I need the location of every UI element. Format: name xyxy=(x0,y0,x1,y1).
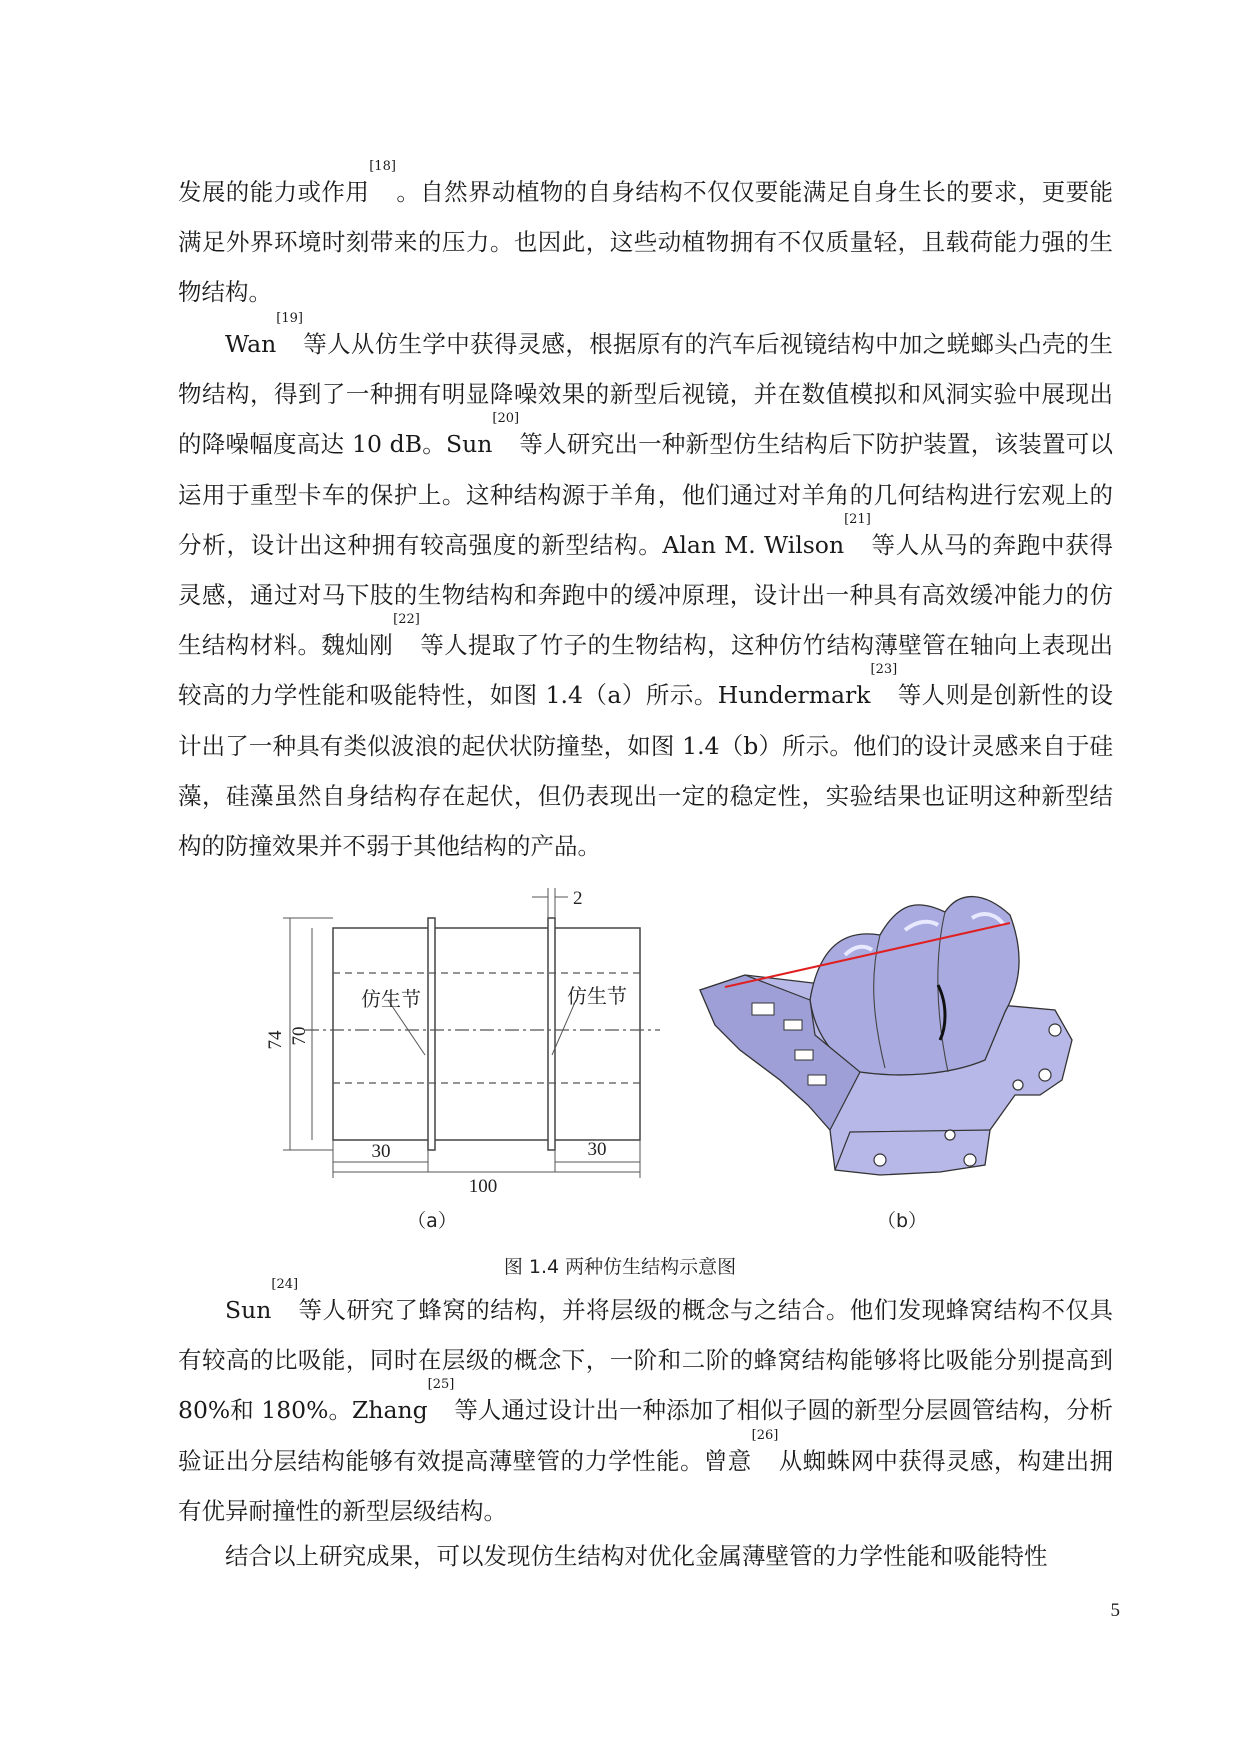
subfigure-label-a: （a） xyxy=(407,1210,457,1232)
citation-ref[interactable]: [25] xyxy=(427,1377,455,1393)
figure-caption: 图 1.4 两种仿生结构示意图 xyxy=(503,1256,737,1278)
citation-ref[interactable]: [22] xyxy=(393,612,420,628)
crash-cushion-render xyxy=(700,897,1072,1175)
citation-ref[interactable]: [20] xyxy=(492,411,520,427)
text-run: 等人从仿生学中获得灵感，根据原有的汽车后视镜结构中加之蜣螂头凸壳的生物结构，得到了一种拥有明显降噪效果的新型后视镜，并在数值模拟和风洞实验中展现出的降噪幅度高达 10 dB。Sun xyxy=(178,330,1113,459)
citation-ref[interactable]: [26] xyxy=(751,1427,779,1443)
dimension-outer-diameter: 74 xyxy=(265,1030,286,1050)
text-run: 等人通过设计出一种添加了相似子圆的新型分层圆管结构，分析验证出分层结构能够有效提高薄壁管的力学性能。曾意 xyxy=(178,1396,1113,1475)
text-run: 等人提取了竹子的生物结构，这种仿竹结构薄壁管在轴向上表现出较高的力学性能和吸能特性，如图 1.4（a）所示。Hundermark xyxy=(178,631,1114,710)
dimension-total-length: 100 xyxy=(468,1176,498,1197)
dimension-inner-diameter: 70 xyxy=(289,1026,310,1046)
citation-ref[interactable]: [23] xyxy=(870,662,898,678)
text-run: Wan xyxy=(225,330,277,358)
text-run: 从蜘蛛网中获得灵感，构建出拥有优异耐撞性的新型层级结构。 xyxy=(178,1446,1114,1525)
text-run: 等人研究出一种新型仿生结构后下防护装置，该装置可以运用于重型卡车的保护上。这种结构源于羊角，他们通过对羊角的几何结构进行宏观上的分析，设计出这种拥有较高强度的新型结构。Alan M. Wilson xyxy=(178,430,1114,559)
paragraph-3 xyxy=(178,1277,1114,1536)
dimension-left-length: 30 xyxy=(371,1141,391,1162)
paragraph-4: 结合以上研究成果，可以发现仿生结构对优化金属薄壁管的力学性能和吸能特性 xyxy=(225,1542,1048,1570)
bamboo-tube-diagram xyxy=(283,888,660,1178)
bamboo-tube-labels xyxy=(265,888,627,1197)
page-number: 5 xyxy=(1110,1600,1120,1621)
bionic-node-label: 仿生节 xyxy=(361,989,421,1011)
text-run: 等人从马的奔跑中获得灵感，通过对马下肢的生物结构和奔跑中的缓冲原理，设计出一种具有高效缓冲能力的仿生结构材料。魏灿刚 xyxy=(178,530,1113,660)
citation-ref[interactable]: [19] xyxy=(276,311,303,326)
dimension-gap: 2 xyxy=(573,888,583,909)
text-run: 等人研究了蜂窝的结构，并将层级的概念与之结合。他们发现蜂窝结构不仅具有较高的比吸能，同时在层级的概念下，一阶和二阶的蜂窝结构能够将比吸能分别提高到 80%和 180%。Zhang xyxy=(178,1296,1113,1425)
text-run: 。自然界动植物的自身结构不仅仅要能满足自身生长的要求，更要能满足外界环境时刻带来的压力。也因此，这些动植物拥有不仅质量轻，且载荷能力强的生物结构。 xyxy=(178,178,1114,307)
text-run: 发展的能力或作用 xyxy=(178,178,370,206)
bionic-node-label: 仿生节 xyxy=(567,986,627,1008)
citation-ref[interactable]: [18] xyxy=(369,159,396,174)
citation-ref[interactable]: [24] xyxy=(271,1277,299,1292)
text-run: 等人则是创新性的设计出了一种具有类似波浪的起伏状防撞垫，如图 1.4（b）所示。他们的设计灵感来自于硅藻，硅藻虽然自身结构存在起伏，但仍表现出一定的稳定性，实验结果也证明这种新型结构的防撞效果并不弱于其他结构的产品。 xyxy=(178,681,1114,861)
dimension-right-length: 30 xyxy=(587,1139,607,1160)
text-run: Sun xyxy=(225,1296,272,1324)
citation-ref[interactable]: [21] xyxy=(844,511,871,527)
subfigure-label-b: （b） xyxy=(876,1210,928,1232)
